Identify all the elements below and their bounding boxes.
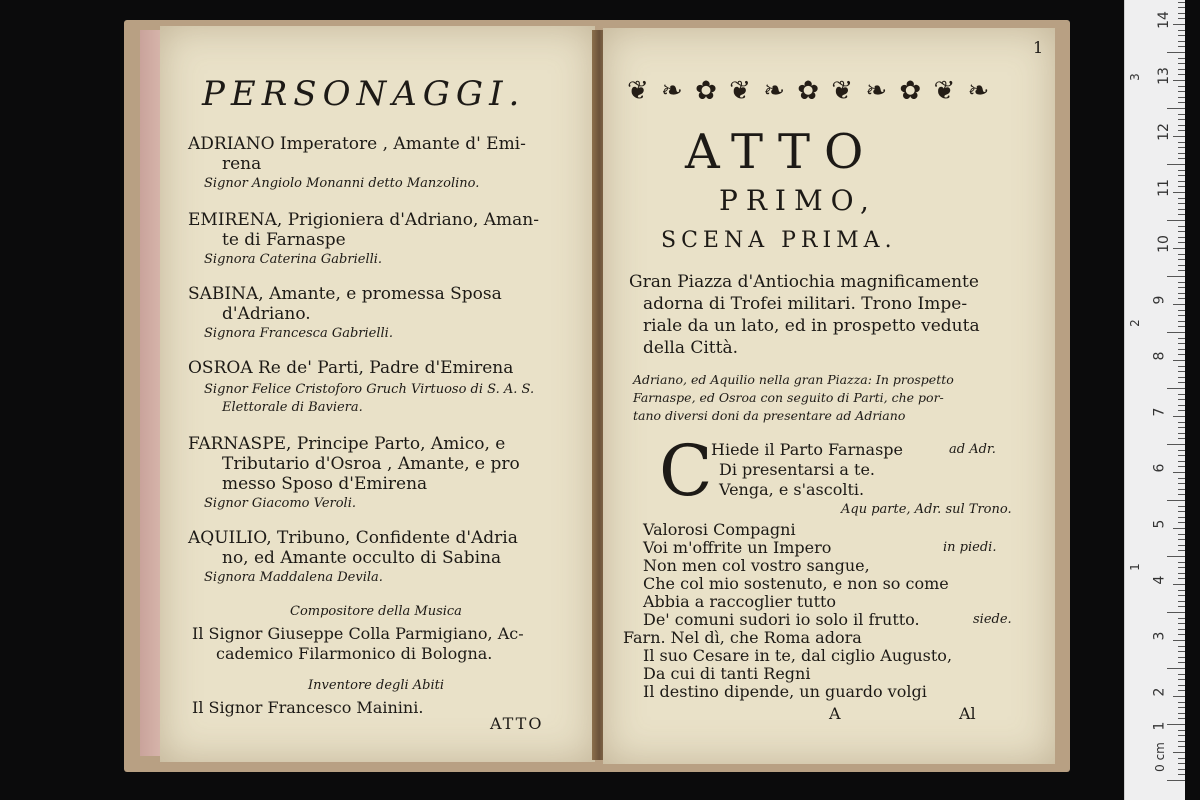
- ruler-tick: [1173, 360, 1185, 361]
- ruler-tick: [1178, 494, 1185, 495]
- ruler-tick: [1178, 685, 1185, 686]
- ruler-tick: [1178, 265, 1185, 266]
- ruler-tick: [1178, 198, 1185, 199]
- ruler-tick: [1178, 181, 1185, 182]
- ruler-inch-number: 2: [1127, 319, 1142, 327]
- ruler-number: 13: [1155, 67, 1172, 85]
- ruler-tick: [1173, 304, 1185, 305]
- page-number: 1: [1033, 38, 1044, 57]
- ruler-tick: [1178, 662, 1185, 663]
- ruler-tick: [1178, 147, 1185, 148]
- ruler-tick: [1178, 354, 1185, 355]
- ruler-tick: [1178, 125, 1185, 126]
- verse-line: Voi m'offrite un Impero: [643, 538, 832, 557]
- ruler-number: 12: [1155, 123, 1172, 141]
- ruler-tick: [1167, 52, 1185, 53]
- ruler-tick: [1178, 629, 1185, 630]
- ruler-tick: [1178, 618, 1185, 619]
- catchword: Al: [959, 704, 976, 723]
- role-line: AQUILIO, Tribuno, Confidente d'Adria: [188, 528, 518, 548]
- ruler-tick: [1178, 46, 1185, 47]
- ruler-tick: [1178, 69, 1185, 70]
- costume-designer: Il Signor Francesco Mainini.: [192, 698, 424, 717]
- ruler-number: 2: [1151, 687, 1168, 697]
- speaker-note: in piedi.: [943, 540, 997, 555]
- ruler-tick: [1178, 209, 1185, 210]
- ruler-tick: [1178, 86, 1185, 87]
- ruler-tick: [1178, 713, 1185, 714]
- ruler-tick: [1178, 707, 1185, 708]
- ruler-tick: [1173, 528, 1185, 529]
- ruler-tick: [1178, 41, 1185, 42]
- role-line: d'Adriano.: [222, 304, 311, 324]
- role-line: OSROA Re de' Parti, Padre d'Emirena: [188, 358, 514, 378]
- ruler-tick: [1178, 735, 1185, 736]
- ruler-tick: [1178, 130, 1185, 131]
- right-page: [603, 28, 1055, 764]
- signature-mark: A: [829, 704, 841, 723]
- verse-line: Non men col vostro sangue,: [643, 556, 870, 575]
- role-line: rena: [222, 154, 262, 174]
- scene-description: Gran Piazza d'Antiochia magnificamente: [629, 272, 979, 292]
- ruler-tick: [1173, 136, 1185, 137]
- ruler-number: 10: [1155, 235, 1172, 253]
- ruler-tick: [1167, 724, 1185, 725]
- catchword: ATTO: [490, 714, 544, 733]
- role-line: messo Sposo d'Emirena: [222, 474, 428, 494]
- ruler-tick: [1178, 758, 1185, 759]
- measurement-ruler: [1124, 0, 1185, 800]
- ruler-tick: [1173, 472, 1185, 473]
- ruler-tick: [1167, 108, 1185, 109]
- ruler-tick: [1178, 74, 1185, 75]
- ruler-tick: [1178, 567, 1185, 568]
- ruler-tick: [1178, 702, 1185, 703]
- verse-line: Venga, e s'ascolti.: [719, 480, 865, 499]
- ruler-number: 1: [1151, 721, 1168, 731]
- ruler-tick: [1167, 388, 1185, 389]
- ruler-tick: [1178, 214, 1185, 215]
- ruler-number: 4: [1151, 575, 1168, 585]
- stage-direction: Farnaspe, ed Osroa con seguito di Parti, che por-: [633, 390, 944, 405]
- ruler-tick: [1173, 24, 1185, 25]
- singer-name: Signora Caterina Gabrielli.: [204, 252, 383, 267]
- ruler-tick: [1178, 321, 1185, 322]
- ruler-tick: [1178, 170, 1185, 171]
- ruler-tick: [1178, 310, 1185, 311]
- ruler-tick: [1178, 259, 1185, 260]
- ruler-tick: [1178, 679, 1185, 680]
- ruler-tick: [1178, 287, 1185, 288]
- ruler-tick: [1178, 578, 1185, 579]
- ruler-tick: [1178, 63, 1185, 64]
- ruler-inch-number: 3: [1127, 73, 1142, 81]
- ruler-tick: [1178, 237, 1185, 238]
- ruler-tick: [1178, 114, 1185, 115]
- scene-title: SCENA PRIMA.: [661, 228, 897, 253]
- costume-heading: Inventore degli Abiti: [308, 678, 445, 693]
- act-number: PRIMO,: [719, 184, 877, 217]
- ruler-tick: [1173, 696, 1185, 697]
- stage-direction: Adriano, ed Aquilio nella gran Piazza: In prospetto: [633, 372, 954, 387]
- ruler-tick: [1178, 601, 1185, 602]
- ruler-tick: [1178, 483, 1185, 484]
- scene-description: della Città.: [643, 338, 739, 358]
- ruler-tick: [1178, 377, 1185, 378]
- ruler-tick: [1178, 774, 1185, 775]
- ruler-inch-number: 1: [1127, 563, 1142, 571]
- verse-line: Hiede il Parto Farnaspe: [711, 440, 904, 459]
- speaker-note: ad Adr.: [949, 442, 996, 457]
- stage-direction: tano diversi doni da presentare ad Adriano: [633, 408, 906, 423]
- scene-description: riale da un lato, ed in prospetto veduta: [643, 316, 980, 336]
- ruler-tick: [1178, 282, 1185, 283]
- ruler-number: 9: [1151, 295, 1168, 305]
- verse-line: Valorosi Compagni: [643, 520, 796, 539]
- ruler-tick: [1178, 730, 1185, 731]
- role-line: Tributario d'Osroa , Amante, e pro: [222, 454, 520, 474]
- left-page: [160, 26, 595, 762]
- ruler-tick: [1173, 192, 1185, 193]
- drop-cap: C: [659, 430, 713, 512]
- ruler-tick: [1178, 315, 1185, 316]
- ruler-tick: [1173, 248, 1185, 249]
- ruler-tick: [1178, 455, 1185, 456]
- singer-name: Signora Francesca Gabrielli.: [204, 326, 393, 341]
- ruler-number: 6: [1151, 463, 1168, 473]
- ruler-tick: [1178, 142, 1185, 143]
- ruler-tick: [1167, 780, 1185, 781]
- ruler-number: 11: [1155, 179, 1172, 197]
- ruler-number: 5: [1151, 519, 1168, 529]
- ruler-tick: [1167, 220, 1185, 221]
- ruler-tick: [1178, 506, 1185, 507]
- ruler-tick: [1178, 343, 1185, 344]
- ruler-tick: [1178, 741, 1185, 742]
- role-line: te di Farnaspe: [222, 230, 346, 250]
- ruler-tick: [1167, 612, 1185, 613]
- ornament-band: ❦ ❧ ✿ ❦ ❧ ✿ ❦ ❧ ✿ ❦ ❧: [627, 76, 992, 106]
- ruler-tick: [1178, 674, 1185, 675]
- verse-line: Che col mio sostenuto, e non so come: [643, 574, 949, 593]
- ruler-tick: [1178, 478, 1185, 479]
- ruler-tick: [1167, 164, 1185, 165]
- ruler-number: 14: [1155, 11, 1172, 29]
- ruler-tick: [1178, 349, 1185, 350]
- ruler-tick: [1178, 590, 1185, 591]
- composer-line: cademico Filarmonico di Bologna.: [216, 644, 493, 663]
- role-line: EMIRENA, Prigioniera d'Adriano, Aman-: [188, 210, 539, 230]
- ruler-tick: [1178, 422, 1185, 423]
- ruler-number: 7: [1151, 407, 1168, 417]
- ruler-tick: [1167, 500, 1185, 501]
- ruler-tick: [1178, 97, 1185, 98]
- ruler-tick: [1178, 461, 1185, 462]
- ruler-tick: [1178, 242, 1185, 243]
- ruler-tick: [1178, 489, 1185, 490]
- ruler-tick: [1178, 623, 1185, 624]
- verse-line: Di presentarsi a te.: [719, 460, 876, 479]
- role-line: FARNASPE, Principe Parto, Amico, e: [188, 434, 506, 454]
- page-edge: [140, 30, 162, 756]
- ruler-tick: [1178, 226, 1185, 227]
- singer-name: Signor Felice Cristoforo Gruch Virtuoso di S. A. S.: [204, 382, 535, 397]
- ruler-tick: [1178, 91, 1185, 92]
- composer-line: Il Signor Giuseppe Colla Parmigiano, Ac-: [192, 624, 524, 643]
- verse-line: Da cui di tanti Regni: [643, 664, 811, 683]
- singer-name: Signor Angiolo Monanni detto Manzolino.: [204, 176, 480, 191]
- ruler-tick: [1167, 276, 1185, 277]
- ruler-tick: [1178, 35, 1185, 36]
- ruler-number: 8: [1151, 351, 1168, 361]
- verse-line: De' comuni sudori io solo il frutto.: [643, 610, 920, 629]
- ruler-tick: [1178, 18, 1185, 19]
- ruler-tick: [1178, 769, 1185, 770]
- act-title: ATTO: [685, 124, 878, 180]
- ruler-tick: [1178, 366, 1185, 367]
- verse-line: Farn. Nel dì, che Roma adora: [623, 628, 862, 647]
- role-line: no, ed Amante occulto di Sabina: [222, 548, 502, 568]
- personaggi-heading: PERSONAGGI.: [202, 74, 526, 114]
- ruler-tick: [1178, 399, 1185, 400]
- ruler-tick: [1178, 763, 1185, 764]
- ruler-tick: [1178, 405, 1185, 406]
- ruler-tick: [1178, 534, 1185, 535]
- ruler-tick: [1178, 646, 1185, 647]
- ruler-tick: [1178, 466, 1185, 467]
- ruler-tick: [1178, 30, 1185, 31]
- role-line: SABINA, Amante, e promessa Sposa: [188, 284, 502, 304]
- ruler-tick: [1178, 651, 1185, 652]
- ruler-tick: [1178, 517, 1185, 518]
- ruler-tick: [1178, 293, 1185, 294]
- ruler-tick: [1178, 595, 1185, 596]
- ruler-tick: [1178, 203, 1185, 204]
- ruler-tick: [1178, 231, 1185, 232]
- scene-description: adorna di Trofei militari. Trono Impe-: [643, 294, 968, 314]
- ruler-tick: [1178, 545, 1185, 546]
- ruler-tick: [1178, 153, 1185, 154]
- role-line: ADRIANO Imperatore , Amante d' Emi-: [188, 134, 526, 154]
- singer-name: Elettorale di Baviera.: [222, 400, 363, 415]
- ruler-tick: [1178, 2, 1185, 3]
- ruler-tick: [1178, 371, 1185, 372]
- stage-direction: Aqu parte, Adr. sul Trono.: [841, 502, 1012, 517]
- ruler-tick: [1178, 657, 1185, 658]
- verse-line: Il destino dipende, un guardo volgi: [643, 682, 927, 701]
- verse-line: Il suo Cesare in te, dal ciglio Augusto,: [643, 646, 953, 665]
- ruler-tick: [1173, 640, 1185, 641]
- ruler-unit: 0 cm: [1152, 742, 1167, 772]
- ruler-tick: [1178, 13, 1185, 14]
- ruler-tick: [1178, 606, 1185, 607]
- ruler-tick: [1178, 718, 1185, 719]
- ruler-tick: [1178, 175, 1185, 176]
- ruler-tick: [1178, 298, 1185, 299]
- speaker-note: siede.: [973, 612, 1012, 627]
- ruler-tick: [1178, 562, 1185, 563]
- ruler-tick: [1178, 270, 1185, 271]
- singer-name: Signor Giacomo Veroli.: [204, 496, 356, 511]
- ruler-tick: [1178, 382, 1185, 383]
- ruler-tick: [1167, 668, 1185, 669]
- ruler-tick: [1178, 119, 1185, 120]
- ruler-tick: [1173, 584, 1185, 585]
- ruler-tick: [1167, 332, 1185, 333]
- ruler-tick: [1178, 522, 1185, 523]
- ruler-tick: [1178, 102, 1185, 103]
- ruler-tick: [1178, 394, 1185, 395]
- verse-line: Abbia a raccoglier tutto: [643, 592, 837, 611]
- ruler-tick: [1178, 511, 1185, 512]
- ruler-tick: [1178, 746, 1185, 747]
- ruler-number: 3: [1151, 631, 1168, 641]
- ruler-tick: [1173, 416, 1185, 417]
- ruler-tick: [1173, 80, 1185, 81]
- ruler-tick: [1173, 752, 1185, 753]
- ruler-tick: [1178, 410, 1185, 411]
- ruler-tick: [1178, 573, 1185, 574]
- ruler-tick: [1167, 556, 1185, 557]
- composer-heading: Compositore della Musica: [290, 604, 462, 619]
- ruler-tick: [1178, 158, 1185, 159]
- singer-name: Signora Maddalena Devila.: [204, 570, 383, 585]
- ruler-tick: [1178, 433, 1185, 434]
- ruler-tick: [1178, 634, 1185, 635]
- ruler-tick: [1178, 539, 1185, 540]
- ruler-tick: [1178, 58, 1185, 59]
- ruler-tick: [1178, 438, 1185, 439]
- ruler-tick: [1178, 254, 1185, 255]
- ruler-tick: [1178, 427, 1185, 428]
- ruler-tick: [1178, 550, 1185, 551]
- ruler-tick: [1178, 186, 1185, 187]
- ruler-tick: [1167, 444, 1185, 445]
- ruler-tick: [1178, 690, 1185, 691]
- ruler-tick: [1178, 326, 1185, 327]
- ruler-tick: [1178, 7, 1185, 8]
- ruler-tick: [1178, 450, 1185, 451]
- ruler-tick: [1178, 338, 1185, 339]
